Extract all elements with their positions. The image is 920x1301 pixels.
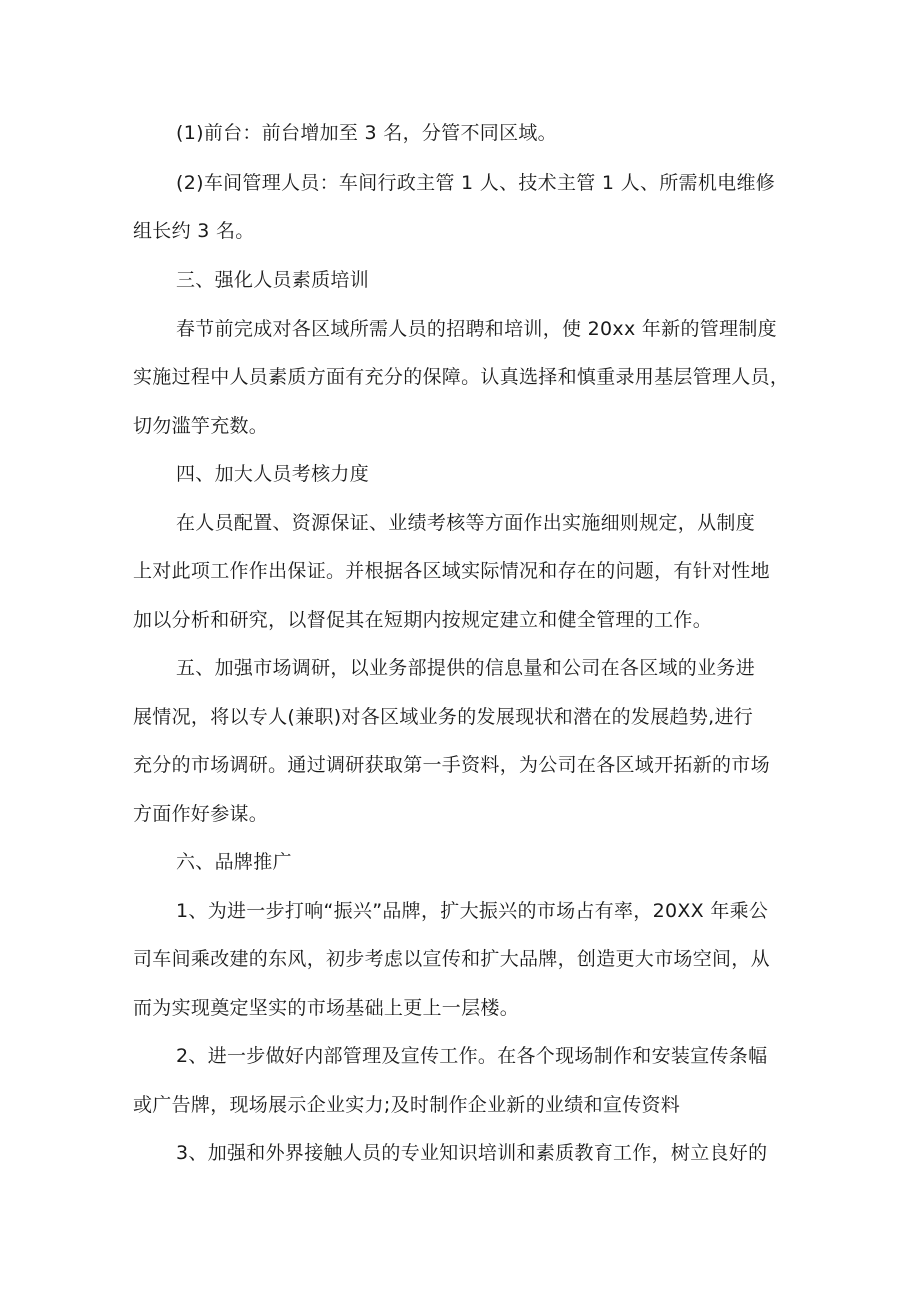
list-item-brand-2: 2、进一步做好内部管理及宣传工作。在各个现场制作和安装宣传条幅	[176, 1045, 768, 1067]
paragraph-line: 或广告牌，现场展示企业实力;及时制作企业新的业绩和宣传资料	[133, 1094, 681, 1116]
paragraph-front-desk: (1)前台：前台增加至 3 名，分管不同区域。	[176, 122, 557, 144]
paragraph-workshop-staff: (2)车间管理人员：车间行政主管 1 人、技术主管 1 人、所需机电维修	[176, 172, 776, 194]
paragraph-line: 而为实现奠定坚实的市场基础上更上一层楼。	[133, 997, 520, 1019]
paragraph-line: 实施过程中人员素质方面有充分的保障。认真选择和慎重录用基层管理人员，	[133, 366, 790, 388]
paragraph-line: 上对此项工作作出保证。并根据各区域实际情况和存在的问题，有针对性地	[133, 560, 770, 582]
section-heading-market-research: 五、加强市场调研，以业务部提供的信息量和公司在各区域的业务进	[176, 657, 756, 679]
section-heading-assessment: 四、加大人员考核力度	[176, 463, 370, 485]
paragraph-line: 切勿滥竽充数。	[133, 415, 269, 437]
paragraph-training: 春节前完成对各区域所需人员的招聘和培训，使 20xx 年新的管理制度	[176, 318, 777, 340]
paragraph-line: 充分的市场调研。通过调研获取第一手资料，为公司在各区域开拓新的市场	[133, 754, 770, 776]
paragraph-line: 方面作好参谋。	[133, 803, 269, 825]
paragraph-line: 司车间乘改建的东风，初步考虑以宣传和扩大品牌，创造更大市场空间，从	[133, 948, 770, 970]
list-item-brand-3: 3、加强和外界接触人员的专业知识培训和素质教育工作，树立良好的	[176, 1142, 768, 1164]
paragraph-line: 组长约 3 名。	[133, 220, 255, 242]
paragraph-line: 加以分析和研究，以督促其在短期内按规定建立和健全管理的工作。	[133, 609, 713, 631]
list-item-brand-1: 1、为进一步打响“振兴”品牌，扩大振兴的市场占有率，20XX 年乘公	[176, 900, 769, 922]
section-heading-training: 三、强化人员素质培训	[176, 269, 370, 291]
section-heading-brand: 六、品牌推广	[176, 851, 292, 873]
paragraph-assessment: 在人员配置、资源保证、业绩考核等方面作出实施细则规定，从制度	[176, 512, 756, 534]
paragraph-line: 展情况，将以专人(兼职)对各区域业务的发展现状和潜在的发展趋势,进行	[133, 706, 754, 728]
